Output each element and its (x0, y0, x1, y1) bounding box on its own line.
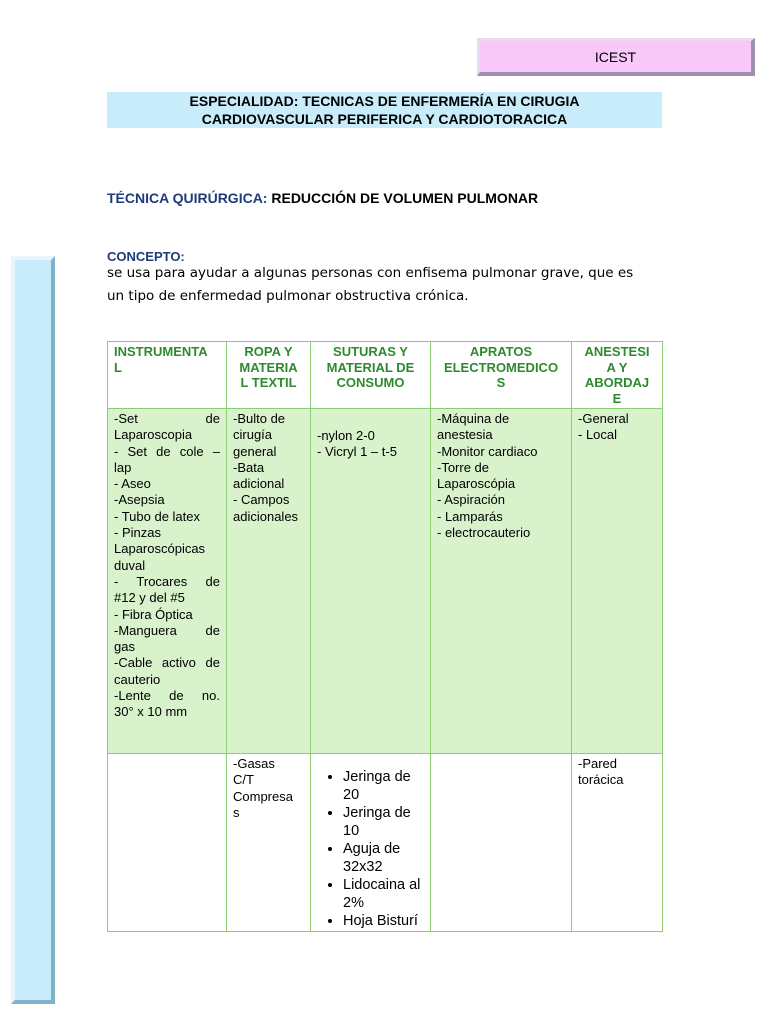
list-item: • Jeringa de 10 (343, 804, 424, 840)
cell-suturas: -nylon 2-0 - Vicryl 1 – t-5 (311, 409, 431, 754)
table-row (108, 409, 663, 754)
cell-suturas (311, 754, 431, 932)
concepto-line-1: se usa para ayudar a algunas personas con enfisema pulmonar grave, que es (107, 265, 634, 281)
table-header-row (108, 342, 663, 409)
cell-ropa: -Gasas C/T Compresa s (227, 754, 311, 932)
cell-instrumental-empty (108, 754, 227, 932)
concepto-title: CONCEPTO: (107, 249, 185, 264)
header-aparatos: APRATOS ELECTROMEDICO S (431, 342, 572, 409)
banner-line-2: CARDIOVASCULAR PERIFERICA Y CARDIOTORACICA (201, 111, 568, 127)
banner-line-1: ESPECIALIDAD: TECNICAS DE ENFERMERÍA EN CIRUGIA (189, 93, 580, 109)
header-suturas: SUTURAS Y MATERIAL DE CONSUMO (311, 342, 431, 409)
list-item: • Aguja de 32x32 (343, 840, 424, 876)
list-item: • Jeringa de 20 (343, 768, 424, 804)
cell-aparatos-empty (431, 754, 572, 932)
cell-anestesia: -General - Local (572, 409, 663, 754)
cell-aparatos: -Máquina de anestesia -Monitor cardiaco -Torre de Laparoscópia - Aspiración - Lamparás - electrocauterio (431, 409, 572, 754)
especialidad-banner (107, 92, 662, 128)
cell-instrumental: -Set de Laparoscopia - Set de cole – lap - Aseo -Asepsia - Tubo de latex - Pinzas Laparoscópicas duval - Trocares de #12 y del #5 - Fibra Óptica -Manguera de gas -Cable activo de cauterio -Lente de no. 30° x 10 mm (108, 409, 227, 754)
list-item: • Hoja Bisturí (343, 912, 424, 930)
tecnica-heading (107, 190, 538, 206)
icest-label: ICEST (594, 48, 637, 65)
instrument-table (107, 341, 663, 932)
concepto-line-2: un tipo de enfermedad pulmonar obstructiva crónica. (107, 288, 469, 304)
decorative-sidebar-bar (11, 256, 55, 1004)
header-ropa: ROPA Y MATERIA L TEXTIL (227, 342, 311, 409)
tecnica-value: REDUCCIÓN DE VOLUMEN PULMONAR (267, 190, 539, 206)
cell-anestesia: -Pared torácica (572, 754, 663, 932)
table-row (108, 754, 663, 932)
tecnica-label: TÉCNICA QUIRÚRGICA: (107, 190, 268, 206)
suturas-list (317, 768, 424, 930)
header-anestesia: ANESTESI A Y ABORDAJ E (572, 342, 663, 409)
cell-ropa: -Bulto de cirugía general -Bata adicional - Campos adicionales (227, 409, 311, 754)
header-instrumental: INSTRUMENTA L (108, 342, 227, 409)
list-item: • Lidocaina al 2% (343, 876, 424, 912)
icest-badge (477, 38, 755, 76)
concepto-text (107, 262, 667, 308)
